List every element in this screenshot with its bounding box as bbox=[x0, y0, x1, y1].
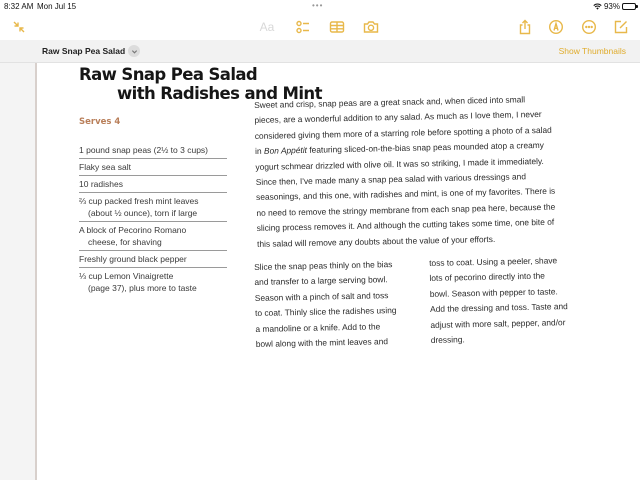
recipe-title-line2: with Radishes and Mint bbox=[117, 84, 322, 103]
recipe-title-line1: Raw Snap Pea Salad bbox=[79, 65, 258, 84]
scanned-page[interactable] bbox=[37, 64, 640, 480]
ingredient-item: Flaky sea salt bbox=[79, 159, 227, 176]
left-gutter bbox=[0, 63, 35, 480]
ingredient-item: ⅔ cup packed fresh mint leaves (about ½ ounce), torn if large bbox=[79, 193, 227, 222]
intro-line: pieces, are a wonderful addition to any salad. As much as I love them, I never bbox=[254, 109, 542, 126]
wifi-icon bbox=[593, 3, 602, 10]
multitasking-dots[interactable]: ••• bbox=[312, 1, 324, 10]
intro-line: Sweet and crisp, snap peas are a great snack and, when diced into small bbox=[254, 94, 526, 110]
more-icon[interactable] bbox=[580, 18, 598, 36]
status-date: Mon Jul 15 bbox=[37, 2, 77, 11]
status-right bbox=[593, 2, 636, 11]
status-bar bbox=[0, 0, 640, 14]
ingredient-item: 10 radishes bbox=[79, 176, 227, 193]
ingredient-item: A block of Pecorino Romano cheese, for shaving bbox=[79, 222, 227, 251]
toolbar bbox=[0, 14, 640, 40]
intro-line: this salad will remove any doubts about the value of your efforts. bbox=[256, 233, 496, 249]
ingredient-item: Freshly ground black pepper bbox=[79, 251, 227, 268]
document-titlebar bbox=[0, 40, 640, 63]
intro-line: no need to remove the stringy membrane from each snap pea here, because the bbox=[256, 201, 556, 218]
ingredient-item: 1 pound snap peas (2½ to 3 cups) bbox=[79, 142, 227, 159]
title-menu-button[interactable] bbox=[128, 45, 140, 57]
share-icon[interactable] bbox=[516, 18, 534, 36]
intro-line: considered giving them more of a starring role before spotting a photo of a salad bbox=[254, 124, 552, 141]
intro-line: seasonings, and this one, with radishes and mint, is one of my favorites. There is bbox=[255, 186, 556, 203]
markup-icon[interactable] bbox=[547, 18, 565, 36]
intro-line: Since then, I've made many a snap pea salad with various dressings and bbox=[255, 171, 527, 188]
method-column-1: Slice the snap peas thinly on the bias and transfer to a large serving bowl. Season with a pinch of salt and toss to coat. Thinly slice the radishes using a mandoline or a knife. Add to the bowl along with the mint leaves and bbox=[254, 259, 397, 350]
show-thumbnails-button[interactable]: Show Thumbnails bbox=[558, 46, 626, 56]
serves-label: Serves 4 bbox=[79, 117, 121, 127]
ingredient-item: ⅓ cup Lemon Vinaigrette (page 37), plus more to taste bbox=[79, 271, 197, 293]
battery-percent: 93% bbox=[603, 2, 620, 11]
collapse-icon[interactable] bbox=[10, 18, 28, 36]
battery-icon bbox=[622, 3, 636, 10]
status-time: 8:32 AM bbox=[4, 2, 34, 11]
intro-line: slicing process removes it. And although the cutting takes some time, one bite of bbox=[256, 216, 555, 234]
ingredient-list bbox=[79, 142, 227, 296]
document-title[interactable]: Raw Snap Pea Salad bbox=[42, 46, 126, 56]
camera-icon[interactable] bbox=[362, 18, 380, 36]
checklist-icon[interactable] bbox=[294, 18, 312, 36]
compose-icon[interactable] bbox=[612, 18, 630, 36]
intro-line: in Bon Appétit featuring sliced-on-the-bias snap peas mounded atop a creamy bbox=[255, 140, 544, 157]
recipe-intro bbox=[254, 91, 609, 252]
chevron-down-icon bbox=[131, 48, 138, 55]
method-column-2: toss to coat. Using a peeler, shave lots of pecorino directly into the bowl. Season with pepper to taste. Add the dressing and toss. Taste and adjust with more salt, pepper, and/or dressing. bbox=[429, 255, 568, 346]
text-format-icon[interactable]: Aa bbox=[259, 20, 275, 34]
intro-line: yogurt schmear drizzled with olive oil. It was so striking, I made it immediately. bbox=[255, 155, 544, 172]
table-icon[interactable] bbox=[328, 18, 346, 36]
